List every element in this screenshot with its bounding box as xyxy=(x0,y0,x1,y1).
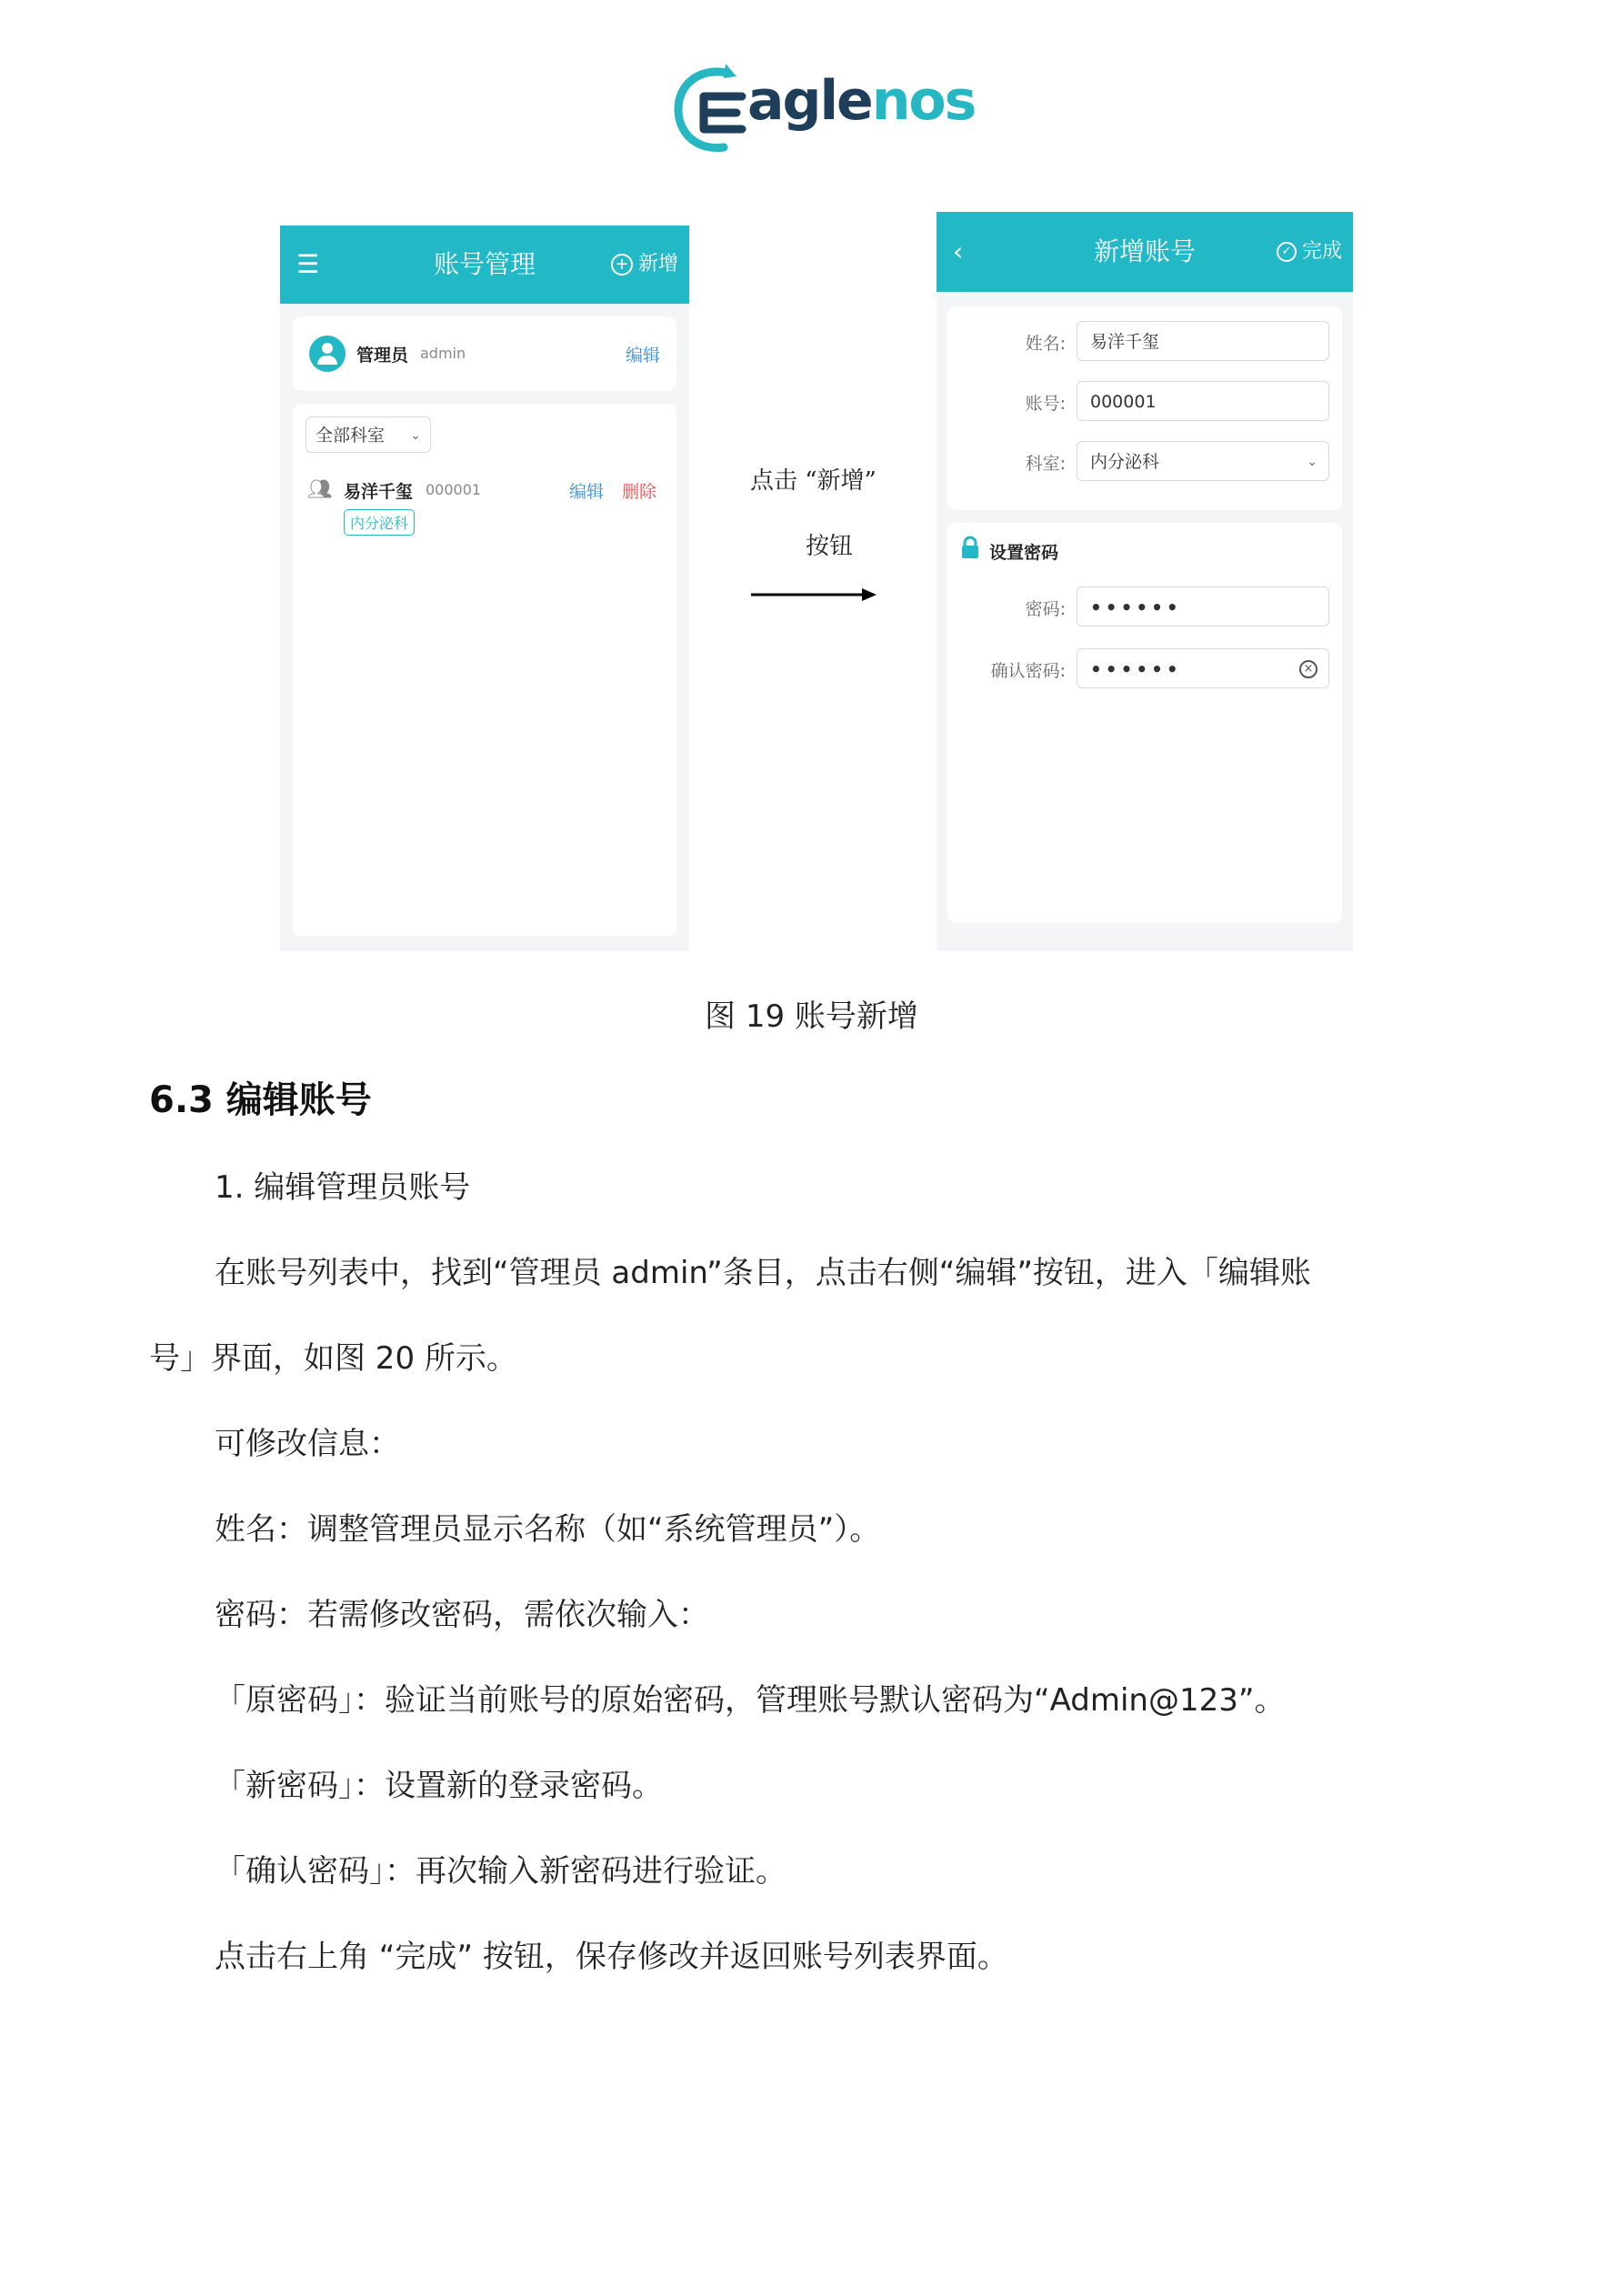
brand-wordmark: aglenos xyxy=(747,69,976,133)
department-select[interactable] xyxy=(1077,441,1329,481)
paragraph-7: 「确认密码」：再次输入新密码进行验证。 xyxy=(215,1853,786,1890)
screen-title: 账号管理 xyxy=(433,249,536,279)
password-input[interactable]: •••••• xyxy=(1077,587,1329,627)
user-icon: 👥︎ xyxy=(307,478,333,501)
admin-card xyxy=(293,316,676,391)
department-filter-value: 全部科室 xyxy=(316,426,386,446)
confirm-password-value: •••••• xyxy=(1090,658,1182,680)
account-input[interactable]: 000001 xyxy=(1077,381,1329,421)
annotation-line-2: 按钮 xyxy=(806,533,854,560)
name-label: 姓名: xyxy=(1025,334,1066,354)
add-account-screen xyxy=(937,212,1353,951)
basic-info-card xyxy=(947,306,1342,510)
done-button-label: 完成 xyxy=(1301,240,1342,263)
department-tag: 内分泌科 xyxy=(344,509,415,536)
brand-logo xyxy=(673,56,976,164)
annotation-line-1: 点击 “新增” xyxy=(750,467,877,495)
done-button[interactable] xyxy=(1277,212,1342,292)
admin-edit-link[interactable]: 编辑 xyxy=(625,346,660,366)
figure-caption: 图 19 账号新增 xyxy=(705,998,918,1035)
paragraph-6: 「新密码」：设置新的登录密码。 xyxy=(215,1768,663,1804)
paragraph-2: 可修改信息： xyxy=(215,1426,400,1462)
section-heading: 6.3 编辑账号 xyxy=(149,1079,372,1121)
password-label: 密码: xyxy=(1025,599,1066,619)
user-delete-link[interactable]: 删除 xyxy=(622,482,657,502)
menu-icon[interactable]: ☰ xyxy=(296,249,320,279)
confirm-password-label: 确认密码: xyxy=(990,661,1066,681)
add-button[interactable] xyxy=(611,226,678,304)
app-bar xyxy=(937,212,1353,292)
check-circle-icon: ✓ xyxy=(1277,242,1297,262)
add-button-label: 新增 xyxy=(637,253,678,276)
admin-role: 管理员 xyxy=(356,346,409,366)
confirm-password-input[interactable] xyxy=(1077,648,1329,688)
user-id: 000001 xyxy=(426,481,482,498)
department-filter[interactable] xyxy=(306,416,431,453)
department-select-value: 内分泌科 xyxy=(1090,452,1160,472)
account-list-screen xyxy=(280,226,689,951)
arrow-right-icon xyxy=(751,584,878,606)
user-edit-link[interactable]: 编辑 xyxy=(569,482,605,502)
password-section-title: 设置密码 xyxy=(989,543,1059,563)
paragraph-3: 姓名：调整管理员显示名称（如“系统管理员”）。 xyxy=(215,1511,881,1548)
list-item-1: 1. 编辑管理员账号 xyxy=(215,1169,471,1206)
lock-icon xyxy=(960,536,980,559)
app-bar xyxy=(280,226,689,304)
paragraph-1-line-1: 在账号列表中，找到“管理员 admin”条目，点击右侧“编辑”按钮，进入「编辑账 xyxy=(215,1255,1311,1291)
paragraph-5: 「原密码」：验证当前账号的原始密码，管理账号默认密码为“Admin@123”。 xyxy=(215,1682,1286,1719)
department-label: 科室: xyxy=(1025,454,1066,474)
user-list-card xyxy=(293,404,676,937)
admin-username: admin xyxy=(420,345,466,362)
account-label: 账号: xyxy=(1025,394,1066,414)
password-card xyxy=(947,523,1342,923)
paragraph-8: 点击右上角 “完成” 按钮，保存修改并返回账号列表界面。 xyxy=(215,1939,1008,1975)
name-input[interactable]: 易洋千玺 xyxy=(1077,321,1329,361)
user-name: 易洋千玺 xyxy=(344,482,414,502)
paragraph-4: 密码：若需修改密码，需依次输入： xyxy=(215,1597,709,1633)
screen-title: 新增账号 xyxy=(1093,236,1196,266)
eagle-icon xyxy=(673,56,755,156)
clear-icon[interactable]: × xyxy=(1299,660,1317,678)
avatar-icon xyxy=(309,336,346,372)
back-icon[interactable]: ‹ xyxy=(953,236,964,266)
plus-circle-icon: + xyxy=(611,254,633,276)
chevron-down-icon: ⌄ xyxy=(410,428,421,443)
paragraph-1-line-2: 号」界面，如图 20 所示。 xyxy=(149,1340,517,1377)
chevron-down-icon: ⌄ xyxy=(1307,455,1317,469)
